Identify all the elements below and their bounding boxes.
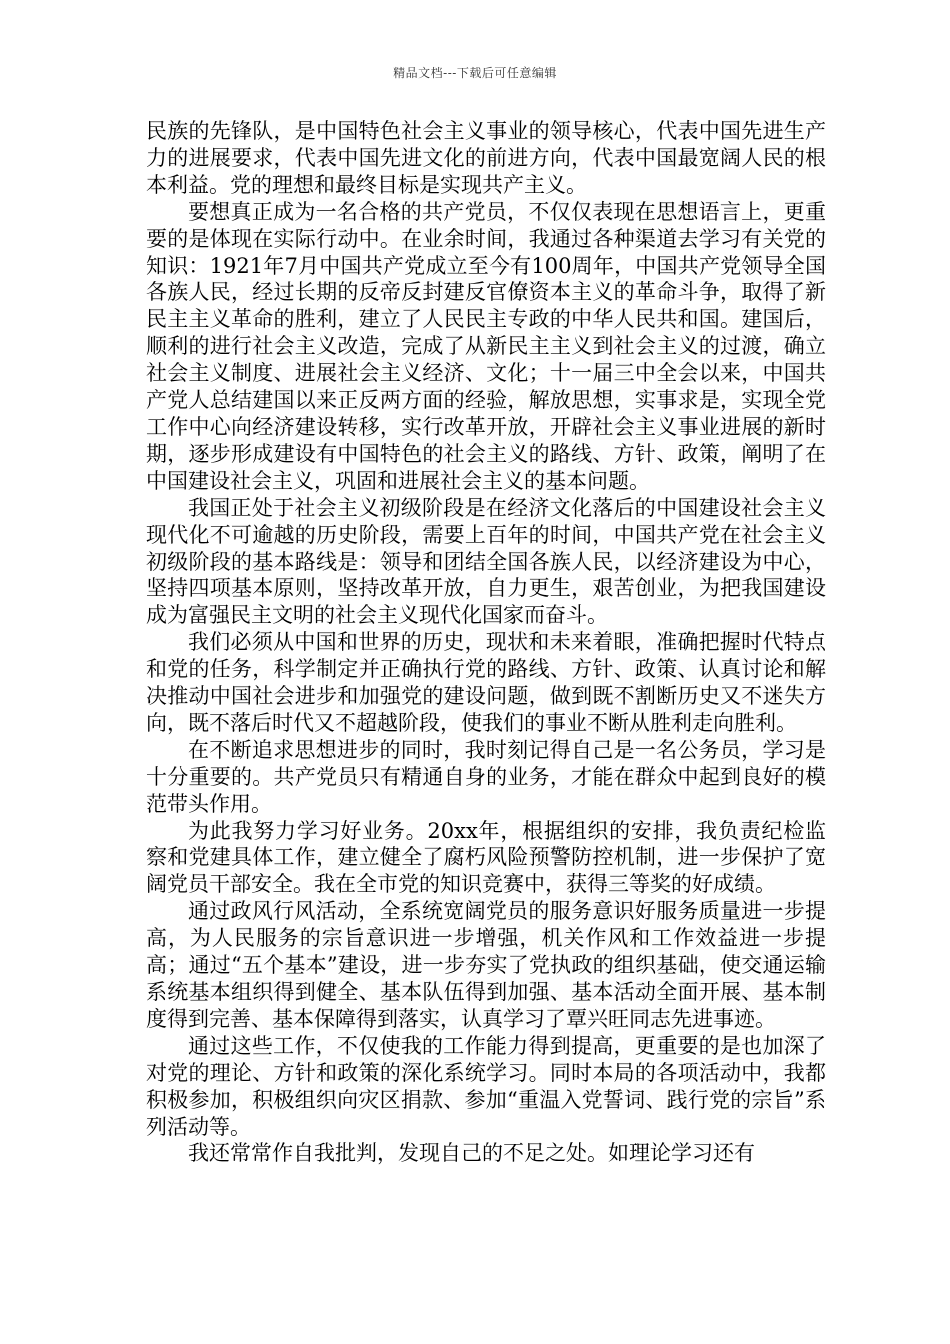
paragraph-2: 要想真正成为一名合格的共产党员，不仅仅表现在思想语言上，更重要的是体现在实际行动中。在业余时间，我通过各种渠道去学习有关党的知识：1921年7月中国共产党成立至今有100周年，中国共产党领导全国各族人民，经过长期的反帝反封建反官僚资本主义的革命斗争，取得了新民主主义革命的胜利，建立了人民民主专政的中华人民共和国。建国后，顺利的进行社会主义改造，完成了从新民主主义到社会主义的过渡，确立社会主义制度、进展社会主义经济、文化；十一届三中全会以来，中国共产党人总结建国以来正反两方面的经验，解放思想，实事求是，实现全党工作中心向经济建设转移，实行改革开放，开辟社会主义事业进展的新时期，逐步形成建设有中国特色的社会主义的路线、方针、政策，阐明了在中国建设社会主义，巩固和进展社会主义的基本问题。 <box>146 199 826 493</box>
paragraph-7: 通过政风行风活动，全系统宽阔党员的服务意识好服务质量进一步提高，为人民服务的宗旨意识进一步增强，机关作风和工作效益进一步提高；通过“五个基本”建设，进一步夯实了党执政的组织基础，使交通运输系统基本组织得到健全、基本队伍得到加强、基本活动全面开展、基本制度得到完善、基本保障得到落实，认真学习了覃兴旺同志先进事迹。 <box>146 899 826 1031</box>
document-body <box>146 118 826 1167</box>
paragraph-1: 民族的先锋队，是中国特色社会主义事业的领导核心，代表中国先进生产力的进展要求，代表中国先进文化的前进方向，代表中国最宽阔人民的根本利益。党的理想和最终目标是实现共产主义。 <box>146 119 826 197</box>
paragraph-3: 我国正处于社会主义初级阶段是在经济文化落后的中国建设社会主义现代化不可逾越的历史阶段，需要上百年的时间，中国共产党在社会主义初级阶段的基本路线是：领导和团结全国各族人民，以经济建设为中心，坚持四项基本原则，坚持改革开放，自力更生，艰苦创业，为把我国建设成为富强民主文明的社会主义现代化国家而奋斗。 <box>146 495 826 628</box>
paragraph-5: 在不断追求思想进步的同时，我时刻记得自己是一名公务员，学习是十分重要的。共产党员只有精通自身的业务，才能在群众中起到良好的模范带头作用。 <box>146 737 826 816</box>
paragraph-6: 为此我努力学习好业务。20xx年，根据组织的安排，我负责纪检监察和党建具体工作，建立健全了腐朽风险预警防控机制，进一步保护了宽阔党员干部安全。我在全市党的知识竞赛中，获得三等奖的好成绩。 <box>146 818 826 897</box>
paragraph-9: 我还常常作自我批判，发现自己的不足之处。如理论学习还有 <box>188 1141 755 1166</box>
paragraph-4: 我们必须从中国和世界的历史，现状和未来着眼，准确把握时代特点和党的任务，科学制定并正确执行党的路线、方针、政策、认真讨论和解决推动中国社会进步和加强党的建设问题，做到既不割断历史又不迷失方向，既不落后时代又不超越阶段，使我们的事业不断从胜利走向胜利。 <box>146 630 826 735</box>
page-header: 精品文档---下载后可任意编辑 <box>393 66 557 80</box>
paragraph-8: 通过这些工作，不仅使我的工作能力得到提高，更重要的是也加深了对党的理论、方针和政策的深化系统学习。同时本局的各项活动中，我都积极参加，积极组织向灾区捐款、参加“重温入党誓词、践行党的宗旨”系列活动等。 <box>146 1033 826 1139</box>
